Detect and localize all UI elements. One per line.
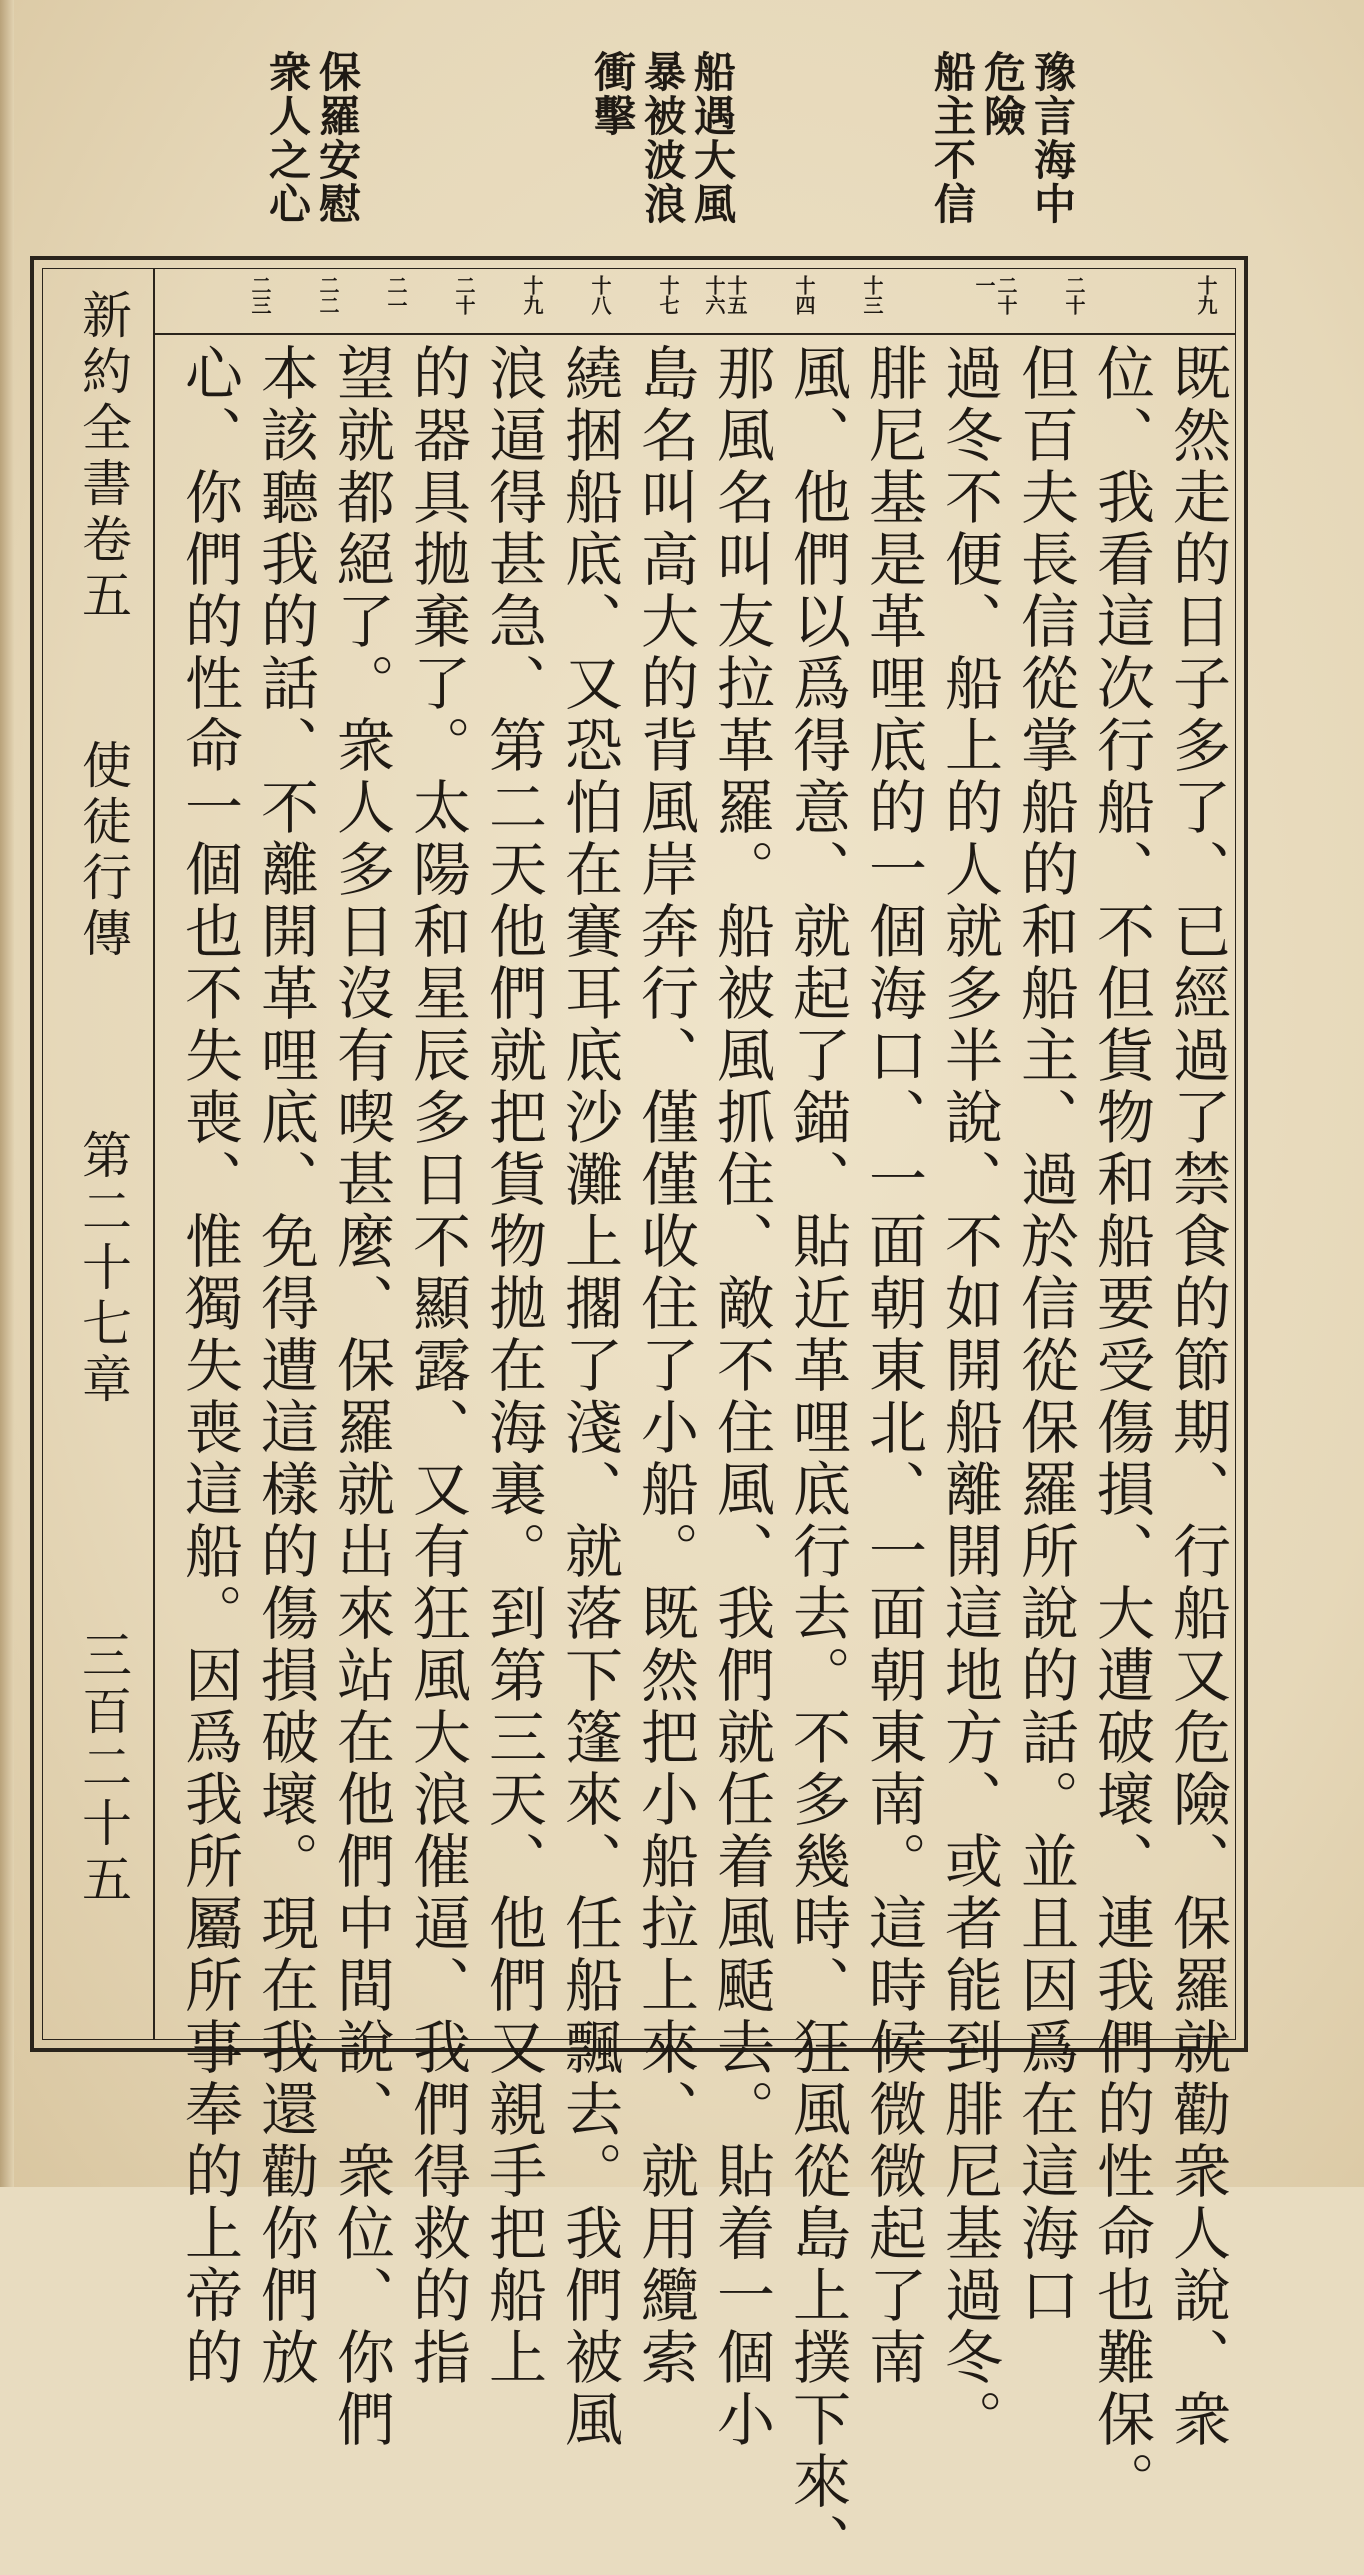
verse-number: 二二 [316,275,340,315]
verse-number: 十九 [1194,275,1218,315]
text-column: 的器具拋棄了。太陽和星辰多日不顯露、又有狂風大浪催逼、我們得救的指 [403,343,471,2389]
verse-number: 十三 [860,275,884,315]
header-note-line: 衆人之心 [263,50,312,226]
text-column: 腓尼基是革哩底的一個海口、一面朝東北、一面朝東南。這時候微微起了南 [859,343,927,2389]
chapter-label: 第二十七章 [74,1129,132,1409]
text-frame-inner [42,268,1236,2575]
header-note-line: 衝擊 [588,50,637,138]
header-note-line: 危險 [978,50,1027,138]
verse-number: 二一 [384,275,408,315]
header-note-line: 船主不信 [928,50,977,226]
text-column: 島名叫高大的背風岸奔行、僅僅收住了小船。既然把小船拉上來、就用纜索 [631,343,699,2389]
page-number: 三百二十五 [74,1629,132,1909]
header-note-1 [928,50,1077,250]
verse-number: 二十一 [972,275,1018,315]
text-column: 浪逼得甚急、第二天他們就把貨物拋在海裏。到第三天、他們又親手把船上 [479,343,547,2389]
verse-number: 十八 [588,275,612,315]
header-note-line: 暴被波浪 [638,50,687,226]
text-column: 那風名叫友拉革羅。船被風抓住、敵不住風、我們就任着風颳去。貼着一個小 [707,343,775,2451]
header-note-2 [588,50,737,250]
header-note-line: 豫言海中 [1028,50,1077,226]
book-title: 新約全書卷五 [74,289,132,625]
text-column: 本該聽我的話、不離開革哩底、免得遭這樣的傷損破壞。現在我還勸你們放 [251,343,319,2389]
text-column: 位、我看這次行船、不但貨物和船要受傷損、大遭破壞、連我們的性命也難保。 [1087,343,1155,2513]
text-column: 過冬不便、船上的人就多半說、不如開船離開這地方、或者能到腓尼基過冬。 [935,343,1003,2451]
verse-number-band [153,269,1235,335]
book-name: 使徒行傳 [74,739,132,963]
verse-number: 二十 [452,275,476,315]
verse-number: 二三 [248,275,272,315]
verse-number: 十九 [520,275,544,315]
header-note-line: 船遇大風 [688,50,737,226]
text-column: 風、他們以爲得意、就起了錨、貼近革哩底行去。不多幾時、狂風從島上撲下來、 [783,343,851,2575]
text-column: 但百夫長信從掌船的和船主、過於信從保羅所說的話。並且因爲在這海口 [1011,343,1079,2327]
header-note-3 [263,50,362,250]
verse-number: 十四 [792,275,816,315]
running-head [43,269,155,2039]
scripture-text [155,335,1231,2575]
header-note-line: 保羅安慰 [313,50,362,226]
verse-number: 十七 [656,275,680,315]
text-frame [30,256,1248,2575]
verse-number: 二十 [1062,275,1086,315]
text-column: 心、你們的性命一個也不失喪、惟獨失喪這船。因爲我所屬所事奉的上帝的 [175,343,243,2389]
verse-number: 十五十六 [702,275,748,315]
text-column: 繞捆船底、又恐怕在賽耳底沙灘上擱了淺、就落下篷來、任船飄去。我們被風 [555,343,623,2451]
text-column: 既然走的日子多了、已經過了禁食的節期、行船又危險、保羅就勸衆人說、衆 [1163,343,1231,2451]
text-column: 望就都絕了。衆人多日沒有喫甚麼、保羅就出來站在他們中間說、衆位、你們 [327,343,395,2451]
page-edge [0,0,14,2187]
